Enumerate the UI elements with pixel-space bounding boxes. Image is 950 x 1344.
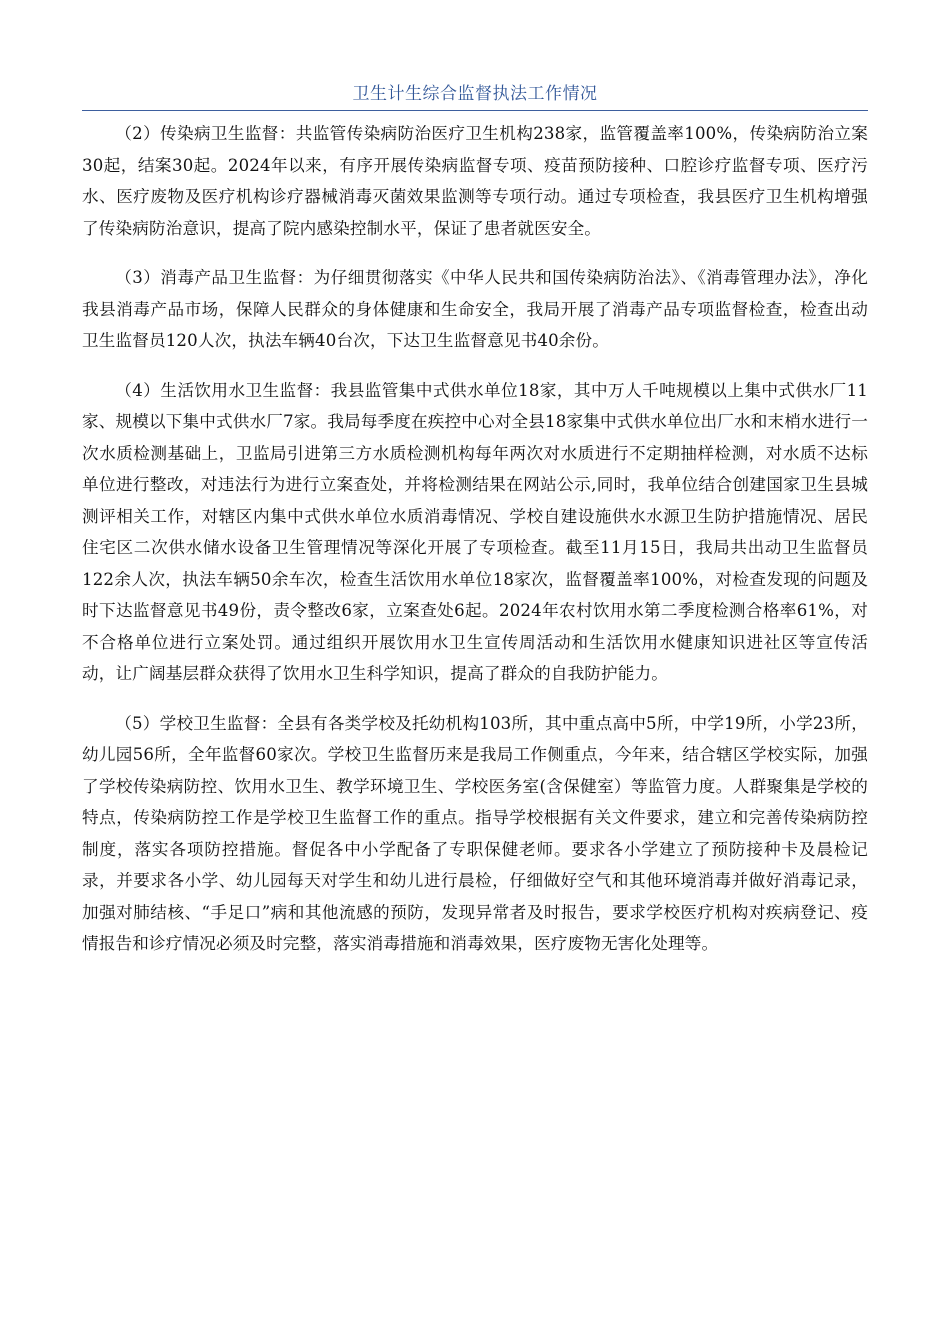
- page-title: 卫生计生综合监督执法工作情况: [352, 84, 598, 104]
- paragraph-drinking-water: （4）生活饮用水卫生监督：我县监管集中式供水单位18家，其中万人千吨规模以上集中式供水厂11家、规模以下集中式供水厂7家。我局每季度在疾控中心对全县18家集中式供水单位出厂水和末梢水进行一次水质检测基础上，卫监局引进第三方水质检测机构每年两次对水质进行不定期抽样检测，对水质不达标单位进行整改，对违法行为进行立案查处，并将检测结果在网站公示,同时，我单位结合创建国家卫生县城测评相关工作，对辖区内集中式供水单位水质消毒情况、学校自建设施供水水源卫生防护措施情况、居民住宅区二次供水储水设备卫生管理情况等深化开展了专项检查。截至11月15日，我局共出动卫生监督员122余人次，执法车辆50余车次，检查生活饮用水单位18家次，监督覆盖率100%，对检查发现的问题及时下达监督意见书49份，责令整改6家，立案查处6起。2024年农村饮用水第二季度检测合格率61%，对不合格单位进行立案处罚。通过组织开展饮用水卫生宣传周活动和生活饮用水健康知识进社区等宣传活动，让广阔基层群众获得了饮用水卫生科学知识，提高了群众的自我防护能力。: [82, 380, 868, 683]
- paragraph-disinfection-products: （3）消毒产品卫生监督：为仔细贯彻落实《中华人民共和国传染病防治法》、《消毒管理办法》，净化我县消毒产品市场，保障人民群众的身体健康和生命安全，我局开展了消毒产品专项监督检查，检查出动卫生监督员120人次，执法车辆40台次，下达卫生监督意见书40余份。: [82, 268, 868, 350]
- page-header: [82, 78, 868, 111]
- paragraph-school-health: （5）学校卫生监督：全县有各类学校及托幼机构103所，其中重点高中5所，中学19所，小学23所，幼儿园56所，全年监督60家次。学校卫生监督历来是我局工作侧重点，今年来，结合辖区学校实际，加强了学校传染病防控、饮用水卫生、教学环境卫生、学校医务室(含保健室）等监管力度。人群聚集是学校的特点，传染病防控工作是学校卫生监督工作的重点。指导学校根据有关文件要求，建立和完善传染病防控制度，落实各项防控措施。督促各中小学配备了专职保健老师。要求各小学建立了预防接种卡及晨检记录，并要求各小学、幼儿园每天对学生和幼儿进行晨检，仔细做好空气和其他环境消毒并做好消毒记录，加强对肺结核、“手足口”病和其他流感的预防，发现异常者及时报告，要求学校医疗机构对疾病登记、疫情报告和诊疗情况必须及时完整，落实消毒措施和消毒效果，医疗废物无害化处理等。: [82, 713, 868, 953]
- paragraph-infectious-disease: （2）传染病卫生监督：共监管传染病防治医疗卫生机构238家，监管覆盖率100%，传染病防治立案30起，结案30起。2024年以来，有序开展传染病监督专项、疫苗预防接种、口腔诊疗监督专项、医疗污水、医疗废物及医疗机构诊疗器械消毒灭菌效果监测等专项行动。通过专项检查，我县医疗卫生机构增强了传染病防治意识，提高了院内感染控制水平，保证了患者就医安全。: [82, 124, 868, 238]
- document-body: [82, 118, 868, 978]
